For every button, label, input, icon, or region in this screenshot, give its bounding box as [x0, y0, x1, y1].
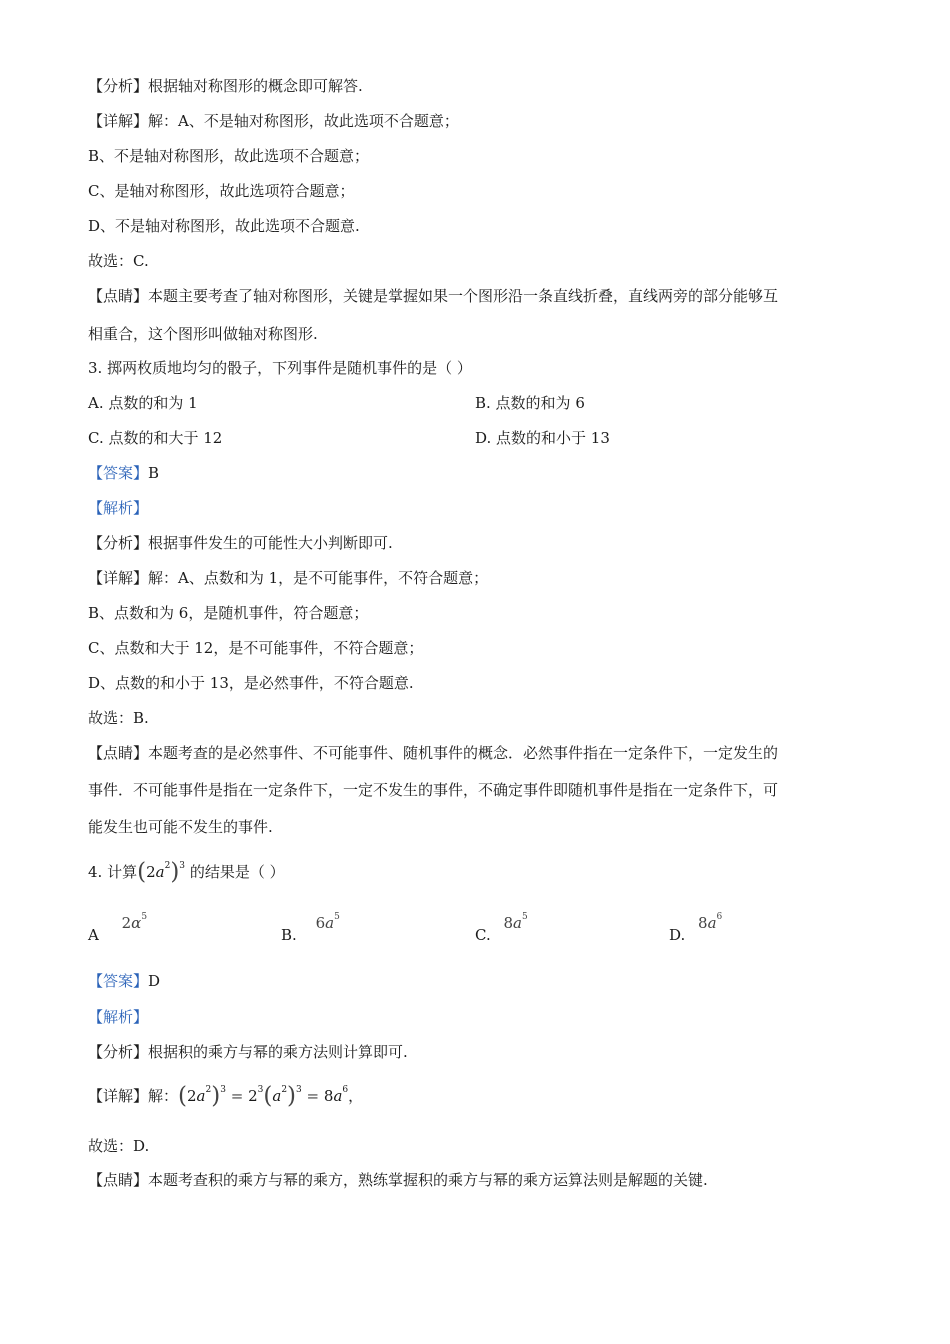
q4-option-b: B. $6a^5$ [281, 912, 340, 944]
q4-answer-label: 【答案】 [88, 972, 149, 990]
q4-stem-suffix: 的结果是（ ） [189, 863, 285, 881]
q3-option-d: D. 点数的和小于 13 [475, 429, 610, 447]
q3-choice: 故选：B. [88, 709, 149, 727]
q4-note: 【点睛】本题考查积的乘方与幂的乘方，熟练掌握积的乘方与幂的乘方运算法则是解题的关键. [88, 1171, 708, 1189]
q2-analysis: 【分析】根据轴对称图形的概念即可解答. [88, 77, 363, 95]
q4-detail-equation: $(2a^2)^3 = 2^3(a^2)^3 = 8a^6$ [178, 1083, 349, 1109]
q2-detail-b: B、不是轴对称图形，故此选项不合题意； [88, 147, 370, 165]
q3-answer-value: B [148, 464, 160, 482]
q4-answer-value: D [148, 972, 161, 990]
q3-option-b: B. 点数的和为 6 [475, 394, 585, 412]
q4-option-c: C. $8a^5$ [475, 912, 528, 944]
q2-detail-c: C、是轴对称图形，故此选项符合题意； [88, 182, 355, 200]
q2-note-line1: 【点睛】本题主要考查了轴对称图形，关键是掌握如果一个图形沿一条直线折叠，直线两旁的部分能够互 [88, 287, 779, 305]
q4-stem-prefix: 4. 计算 [88, 863, 138, 881]
q3-detail-d: D、点数的和小于 13，是必然事件，不符合题意. [88, 674, 414, 692]
q3-answer-label: 【答案】 [88, 464, 149, 482]
q2-detail-d: D、不是轴对称图形，故此选项不合题意. [88, 217, 360, 235]
q3-note-line1: 【点睛】本题考查的是必然事件、不可能事件、随机事件的概念．必然事件指在一定条件下，一定发生的 [88, 744, 779, 762]
q4-expression: $(2a^2)^3$ [137, 859, 186, 885]
q3-option-c: C. 点数的和大于 12 [88, 429, 223, 447]
q3-option-a: A. 点数的和为 1 [88, 394, 198, 412]
q3-note-line3: 能发生也可能不发生的事件. [88, 818, 273, 836]
q4-jiexi-label: 【解析】 [88, 1008, 149, 1026]
q3-stem: 3. 掷两枚质地均匀的骰子，下列事件是随机事件的是（ ） [88, 359, 472, 377]
q4-stem [88, 859, 285, 885]
q3-detail-c: C、点数和大于 12，是不可能事件，不符合题意； [88, 639, 424, 657]
q3-answer [88, 463, 159, 483]
q4-option-d: D. $8a^6$ [669, 912, 723, 944]
q4-detail-label: 【详解】解： [88, 1087, 179, 1105]
q4-answer [88, 971, 160, 991]
q4-detail: 【详解】解：$(2a^2)^3 = 2^3(a^2)^3 = 8a^6$， [88, 1083, 364, 1109]
q4-choice: 故选：D. [88, 1137, 150, 1155]
q2-note-line2: 相重合，这个图形叫做轴对称图形. [88, 325, 318, 343]
q3-detail-a: 【详解】解：A、点数和为 1，是不可能事件，不符合题意； [88, 569, 489, 587]
q3-detail-b: B、点数和为 6，是随机事件，符合题意； [88, 604, 369, 622]
q3-note-line2: 事件．不可能事件是指在一定条件下，一定不发生的事件，不确定事件即随机事件是指在一定条件下，可 [88, 781, 779, 799]
q2-choice: 故选：C. [88, 252, 149, 270]
q4-option-a: A $2\alpha^5$ [88, 912, 148, 944]
q2-detail-a: 【详解】解：A、不是轴对称图形，故此选项不合题意； [88, 112, 459, 130]
q4-analysis: 【分析】根据积的乘方与幂的乘方法则计算即可. [88, 1043, 408, 1061]
q3-jiexi-label: 【解析】 [88, 499, 149, 517]
q3-analysis: 【分析】根据事件发生的可能性大小判断即可. [88, 534, 393, 552]
